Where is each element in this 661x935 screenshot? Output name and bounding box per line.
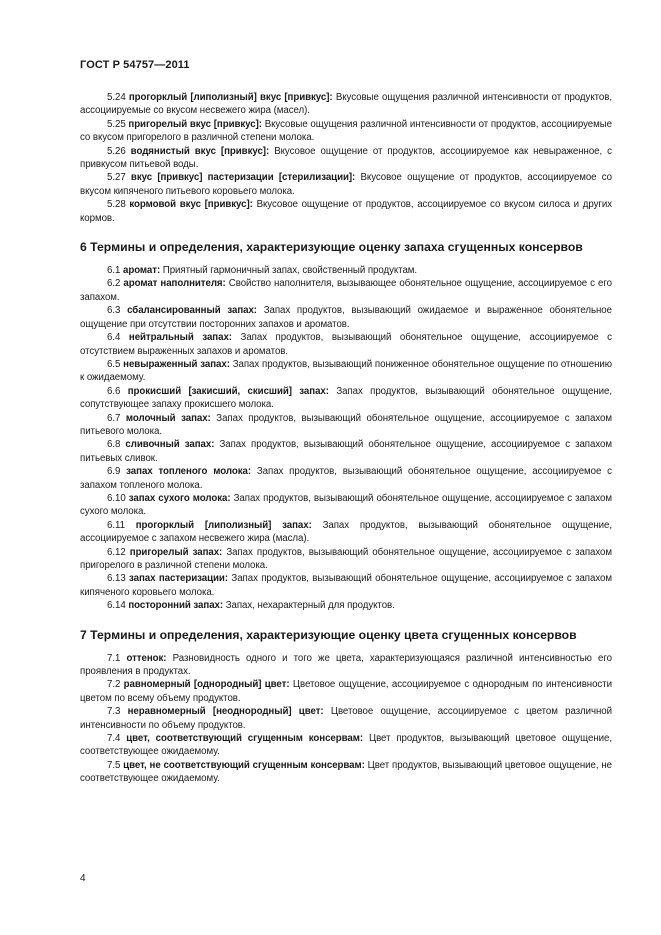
term-name: сливочный запах: <box>125 439 215 451</box>
page-number: 4 <box>80 873 86 884</box>
term-number: 6.1 <box>107 265 121 277</box>
term-number: 6.13 <box>107 573 126 585</box>
term-definition: Цветовое ощущение, ассоциируемое с однородным по интенсивности цветом по всему объему продуктов. <box>80 679 612 704</box>
term-number: 7.5 <box>107 759 121 771</box>
term-definition: Вкусовые ощущения различной интенсивности от продуктов, ассоциируемые со вкусом несвежего жира (масел). <box>80 92 612 117</box>
term-name: оттенок: <box>126 652 167 664</box>
term-entry <box>80 145 612 172</box>
term-name: посторонний запах: <box>128 600 224 612</box>
term-entry <box>80 599 612 612</box>
term-name: запах топленого молока: <box>126 466 252 478</box>
term-number: 5.28 <box>107 199 126 211</box>
term-number: 5.25 <box>107 118 126 130</box>
term-number: 6.8 <box>107 439 121 451</box>
term-name: цвет, не соответствующий сгущенным консервам: <box>123 759 365 771</box>
term-definition: Запах продуктов, вызывающий обонятельное ощущение, ассоциируемое с отсутствием выраженных запахов и ароматов. <box>80 332 612 357</box>
term-name: прогорклый [липолизный] вкус [привкус]: <box>128 92 333 103</box>
term-entry <box>80 264 612 277</box>
section-5-terms <box>80 91 612 225</box>
term-number: 5.24 <box>107 92 126 103</box>
term-entry <box>80 438 612 465</box>
section-7-heading: 7 Термины и определения, характеризующие оценку цвета сгущенных консервов <box>80 627 577 642</box>
term-definition: Вкусовое ощущение от продуктов, ассоциируемое как невыраженное, с привкусом питьевой воды. <box>80 145 612 171</box>
term-name: нейтральный запах: <box>128 332 232 344</box>
page-content <box>80 91 612 786</box>
term-name: запах сухого молока: <box>128 492 231 504</box>
term-definition: Запах продуктов, вызывающий обонятельное ощущение, ассоциируемое с запахом сухого молока. <box>80 492 612 518</box>
term-entry <box>80 304 612 331</box>
term-name: молочный запах: <box>125 412 211 424</box>
term-entry <box>80 385 612 412</box>
term-name: вкус [привкус] пастеризации [стерилизации]: <box>130 172 356 184</box>
term-number: 5.27 <box>107 172 126 184</box>
term-definition: Вкусовое ощущение от продуктов, ассоциируемое со вкусом кипяченого питьевого коровьего молока. <box>80 172 612 197</box>
section-7-terms <box>80 652 612 786</box>
term-entry <box>80 277 612 304</box>
document-code-header: ГОСТ Р 54757—2011 <box>80 59 190 71</box>
term-definition: Запах продуктов, вызывающий обонятельное ощущение, ассоциируемое с запахом питьевого молока. <box>80 412 612 437</box>
term-number: 6.3 <box>107 305 121 317</box>
term-entry <box>80 546 612 573</box>
term-number: 6.11 <box>107 519 125 531</box>
term-number: 5.26 <box>107 145 126 157</box>
term-definition: Запах продуктов, вызывающий ожидаемое и выраженное обонятельное ощущение при отсутствии посторонних запахов и ароматов. <box>80 305 612 330</box>
term-number: 7.1 <box>107 652 121 664</box>
section-6-terms <box>80 264 612 613</box>
term-entry <box>80 572 612 599</box>
term-definition: Запах продуктов, вызывающий пониженное обонятельное ощущение по отношению к ожидаемому. <box>80 358 612 384</box>
term-definition: Приятный гармоничный запах, свойственный продуктам. <box>162 265 418 277</box>
term-entry <box>80 519 612 546</box>
term-definition: Цвет продуктов, вызывающий цветовое ощущение, не соответствующее ожидаемому. <box>80 759 612 785</box>
term-number: 6.14 <box>107 600 126 612</box>
term-entry <box>80 171 612 198</box>
term-definition: Запах продуктов, вызывающий обонятельное ощущение, ассоциируемое с запахом питьевых сливок. <box>80 439 612 464</box>
term-definition: Свойство наполнителя, вызывающее обонятельное ощущение, ассоциируемое с его запахом. <box>80 278 612 303</box>
term-number: 6.5 <box>107 358 121 370</box>
term-entry <box>80 198 612 225</box>
term-name: прогорклый [липолизный] запах: <box>135 519 312 531</box>
term-definition: Вкусовое ощущение от продуктов, ассоциируемое со вкусом силоса и других кормов. <box>80 199 612 224</box>
term-definition: Запах, нехарактерный для продуктов. <box>225 600 395 612</box>
term-entry <box>80 91 612 118</box>
term-number: 6.9 <box>107 466 121 478</box>
term-definition: Цветовое ощущение, ассоциируемое с цветом различной интенсивности по объему продуктов. <box>80 706 612 731</box>
term-definition: Вкусовые ощущения различной интенсивности от продуктов, ассоциируемые со вкусом пригорелого в различной степени молока. <box>80 118 612 144</box>
term-name: пригорелый запах: <box>129 546 223 558</box>
term-definition: Запах продуктов, вызывающий обонятельное ощущение, ассоциируемое с запахом топленого молока. <box>80 466 612 491</box>
term-number: 7.4 <box>107 733 121 745</box>
term-entry <box>80 358 612 385</box>
term-number: 7.3 <box>107 706 121 718</box>
term-name: аромат наполнителя: <box>123 278 226 290</box>
term-entry <box>80 465 612 492</box>
term-number: 6.2 <box>107 278 121 290</box>
term-number: 6.6 <box>107 385 121 397</box>
term-name: водянистый вкус [привкус]: <box>130 145 270 157</box>
term-name: цвет, соответствующий сгущенным консервам: <box>126 733 364 745</box>
term-entry <box>80 678 612 705</box>
term-entry <box>80 118 612 145</box>
term-name: аромат: <box>122 265 161 277</box>
term-name: кормовой вкус [привкус]: <box>129 199 253 211</box>
term-name: неравномерный [неоднородный] цвет: <box>127 706 324 718</box>
term-name: запах пастеризации: <box>129 573 229 585</box>
term-definition: Запах продуктов, вызывающий обонятельное ощущение, ассоциируемое с запахом кипяченого коровьего молока. <box>80 573 612 598</box>
term-definition: Запах продуктов, вызывающий обонятельное ощущение, ассоциируемое с запахом пригорелого в различной степени молока. <box>80 546 612 571</box>
term-definition: Разновидность одного и того же цвета, характеризующаяся различной интенсивностью его проявления в продуктах. <box>80 652 612 678</box>
term-entry <box>80 705 612 732</box>
term-entry <box>80 412 612 439</box>
term-definition: Запах продуктов, вызывающий обонятельное ощущение, сопутствующее запаху прокисшего молока. <box>80 385 612 411</box>
term-number: 6.4 <box>107 332 121 344</box>
term-entry <box>80 492 612 519</box>
term-name: прокисший [закисший, скисший] запах: <box>127 385 329 397</box>
term-number: 6.7 <box>107 412 121 424</box>
term-definition: Цвет продуктов, вызывающий цветовое ощущение, соответствующее ожидаемому. <box>80 733 612 758</box>
term-name: сбалансированный запах: <box>127 305 257 317</box>
term-number: 6.12 <box>107 546 126 558</box>
term-number: 6.10 <box>107 492 126 504</box>
term-entry <box>80 652 612 679</box>
term-entry <box>80 732 612 759</box>
term-name: пригорелый вкус [привкус]: <box>128 118 262 130</box>
section-6-heading: 6 Термины и определения, характеризующие оценку запаха сгущенных консервов <box>80 240 583 255</box>
term-name: невыраженный запах: <box>123 358 230 370</box>
term-number: 7.2 <box>107 679 121 691</box>
term-entry <box>80 331 612 358</box>
term-definition: Запах продуктов, вызывающий обонятельное ощущение, ассоциируемое с запахом несвежего жира (масла). <box>80 519 612 545</box>
term-entry <box>80 759 612 786</box>
term-name: равномерный [однородный] цвет: <box>123 679 290 691</box>
